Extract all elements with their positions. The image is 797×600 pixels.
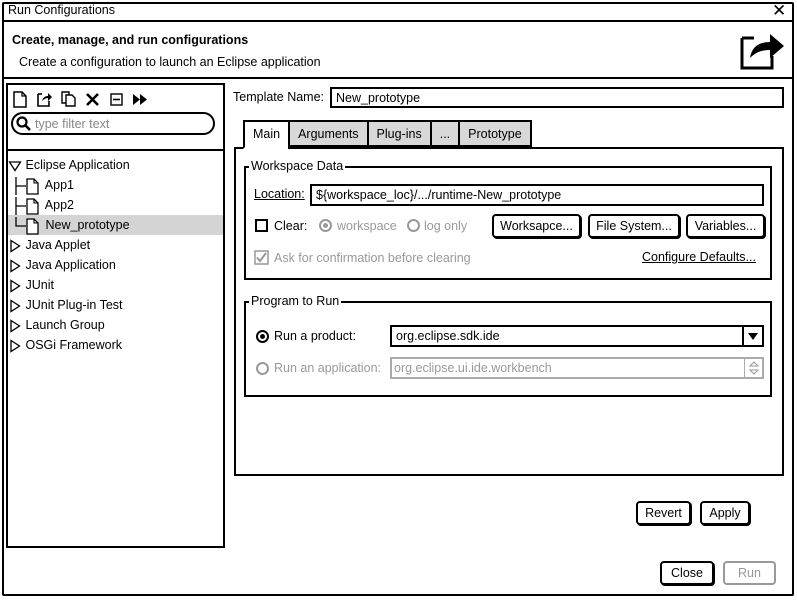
tree-item-java-applet[interactable] [8,235,223,255]
run-product-label: Run a product: [274,329,356,343]
application-combo[interactable] [390,357,764,379]
application-combo-value: org.eclipse.ui.ide.workbench [394,361,552,375]
collapsed-triangle-icon[interactable] [8,259,22,273]
tab-more[interactable]: ... [430,120,458,147]
tab-plugins[interactable]: Plug-ins [367,120,430,147]
template-name-input[interactable] [330,87,784,108]
close-icon[interactable]: ✕ [772,1,787,20]
tree-item-new-prototype[interactable] [8,215,223,235]
radio-log-only[interactable] [407,219,420,235]
location-input[interactable]: ${workspace_loc}/.../runtime-New_prototype [310,184,764,206]
checked-icon [254,250,269,265]
tree-connector-file-icon [12,217,42,235]
close-button[interactable]: Close [660,561,714,585]
header-subtitle: Create a configuration to launch an Eclipse application [19,55,321,69]
radio-run-product[interactable] [256,330,269,346]
collapsed-triangle-icon[interactable] [8,339,22,353]
run-button[interactable]: Run [723,561,776,585]
file-system-button[interactable]: File System... [588,214,680,238]
search-icon [16,116,32,132]
radio-workspace-label: workspace [337,219,397,233]
template-name-label: Template Name: [233,90,325,104]
tree-item-label: JUnit Plug-in Test [25,298,123,312]
tree-item-app2[interactable] [8,195,223,215]
apply-button[interactable]: Apply [700,501,750,525]
tree-item-eclipse-application[interactable] [8,155,223,175]
clear-checkbox[interactable] [255,219,268,235]
tab-main[interactable]: Main [243,120,288,149]
tab-arguments[interactable]: Arguments [288,120,366,147]
tree-item-junit[interactable] [8,275,223,295]
tree-item-label: New_prototype [45,218,130,232]
tree-connector-file-icon [12,177,42,195]
left-pane-separator [6,149,225,151]
collapsed-triangle-icon[interactable] [8,319,22,333]
radio-run-application[interactable] [256,362,269,378]
collapsed-triangle-icon[interactable] [8,279,22,293]
location-label[interactable]: Location: [254,187,305,201]
configure-defaults-link[interactable]: Configure Defaults... [642,250,756,264]
collapsed-triangle-icon[interactable] [8,299,22,313]
tree-item-label: Launch Group [25,318,105,332]
product-combo[interactable] [390,325,764,347]
tree-item-label: Eclipse Application [25,158,130,172]
workspace-button[interactable]: Worksapce... [492,214,581,238]
filter-box [11,112,215,135]
tree-item-label: JUnit [25,278,54,292]
variables-button[interactable]: Variables... [686,214,765,238]
window-title: Run Configurations [8,3,116,17]
tree-item-label: OSGi Framework [25,338,123,352]
duplicate-config-icon[interactable] [59,90,77,108]
filter-input[interactable] [33,115,211,132]
left-toolbar [11,88,149,110]
radio-log-only-label: log only [424,219,468,233]
collapsed-triangle-icon[interactable] [8,239,22,253]
export-config-icon[interactable] [35,90,53,108]
tree-item-label: Java Application [25,258,116,272]
ask-confirmation-checkbox[interactable] [254,250,269,268]
delete-config-icon[interactable] [83,90,101,108]
new-config-icon[interactable] [11,90,29,108]
header-separator [4,77,792,79]
expanded-triangle-icon[interactable] [8,159,22,173]
ask-confirmation-label: Ask for confirmation before clearing [274,251,471,265]
radio-workspace[interactable] [319,219,332,235]
workspace-data-title: Workspace Data [251,159,344,173]
program-to-run-group [244,301,772,397]
configuration-tree [8,155,223,355]
tree-item-label: Java Applet [25,238,91,252]
tree-connector-file-icon [12,197,42,215]
collapse-all-icon[interactable] [107,90,125,108]
filter-menu-icon[interactable] [131,90,149,108]
tree-item-app1[interactable] [8,175,223,195]
header-title: Create, manage, and run configurations [12,33,249,47]
tree-item-label: App2 [44,198,74,212]
run-application-label: Run an application: [274,361,382,375]
tree-item-label: App1 [44,178,74,192]
revert-button[interactable]: Revert [636,501,691,525]
tab-bar [243,120,532,149]
title-bar [4,4,792,22]
tree-item-junit-plugin-test[interactable] [8,295,223,315]
program-to-run-title: Program to Run [251,294,340,308]
tree-item-launch-group[interactable] [8,315,223,335]
run-export-icon [738,30,786,72]
clear-label: Clear: [274,219,308,233]
tree-item-java-application[interactable] [8,255,223,275]
tab-prototype[interactable]: Prototype [458,120,532,147]
product-combo-value: org.eclipse.sdk.ide [396,329,500,343]
tree-item-osgi-framework[interactable] [8,335,223,355]
spinner-icon[interactable] [744,359,762,377]
dropdown-arrow-icon[interactable] [742,327,762,345]
